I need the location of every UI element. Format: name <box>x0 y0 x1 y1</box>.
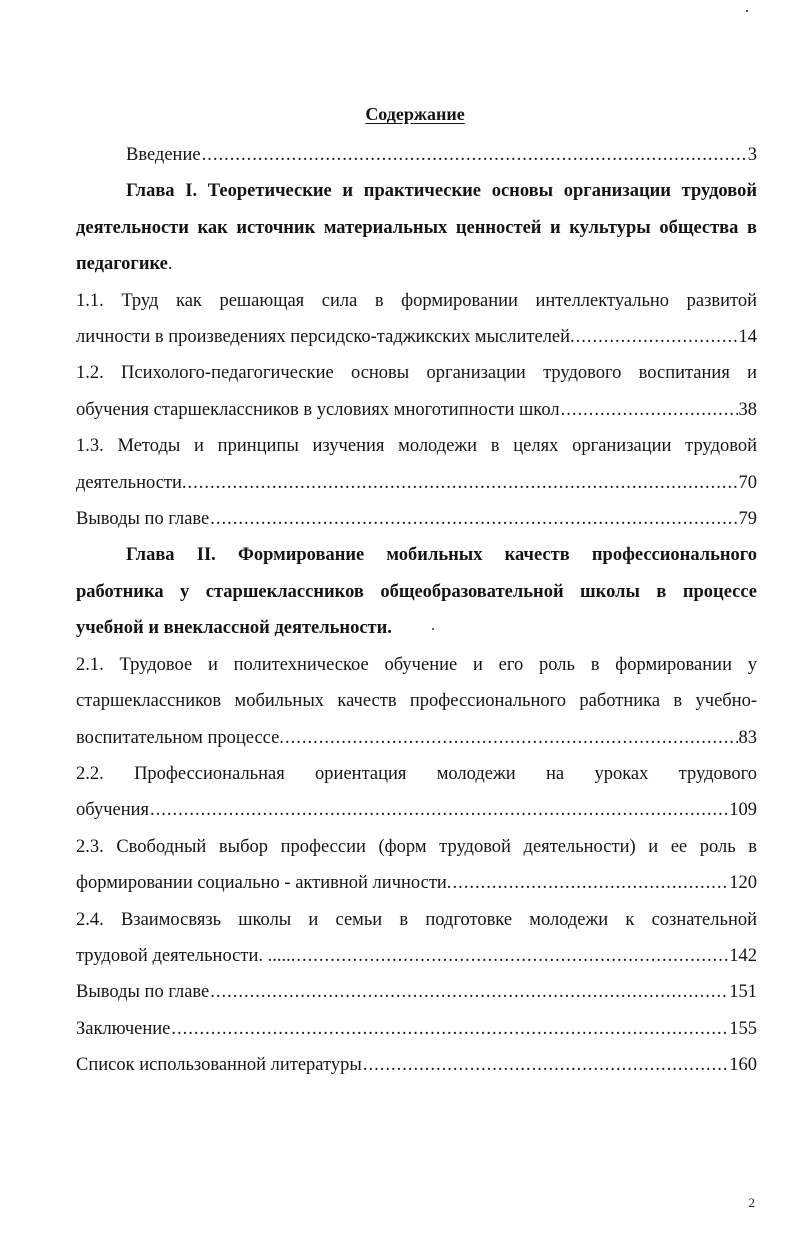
toc-entry-1-2[interactable] <box>76 355 757 428</box>
dot-leader <box>561 392 738 428</box>
dot-leader <box>150 792 728 828</box>
toc-entry-line: 2.2. Профессиональная ориентация молодежи на уроках трудового <box>76 763 757 784</box>
toc-page-number: 70 <box>738 472 757 493</box>
dot-leader <box>210 501 737 537</box>
toc-entry-intro[interactable] <box>76 137 757 173</box>
chapter-title-period: . <box>167 254 173 275</box>
dot-leader <box>202 137 747 173</box>
toc-entry-label: обучения <box>76 800 150 821</box>
toc-page-number: 3 <box>747 145 757 165</box>
toc-entry-line: 1.2. Психолого-педагогические основы организации трудового воспитания и <box>76 363 757 384</box>
toc-entry-label: Список использованной литературы <box>76 1055 362 1076</box>
toc-entry-line: старшеклассников мобильных качеств профессионального работника в учебно- <box>76 691 757 712</box>
toc-entry-line <box>76 720 757 756</box>
toc-page-number: 155 <box>729 1018 757 1039</box>
page-number: 2 <box>748 1195 755 1210</box>
toc-page-number: 83 <box>738 727 757 748</box>
toc-entry-label: Выводы по главе <box>76 509 210 530</box>
dot-leader <box>363 1047 728 1083</box>
toc-entry-references[interactable] <box>76 1047 757 1083</box>
toc-entry-line <box>76 865 757 901</box>
toc-entry-1-1[interactable] <box>76 283 757 356</box>
toc-entry-conclusions-1[interactable] <box>76 501 757 537</box>
dot-leader <box>296 938 728 974</box>
toc-page-number: 160 <box>729 1055 757 1076</box>
dot-leader <box>171 1011 728 1047</box>
scan-speck <box>432 628 434 630</box>
dot-leader <box>210 974 728 1010</box>
chapter-title-line: работника у старшеклассников общеобразовательной школы в процессе <box>76 581 757 602</box>
toc-entry-label: формировании социально - активной личности. <box>76 873 452 894</box>
toc-entry-conclusion[interactable] <box>76 1011 757 1047</box>
toc-entry-line: 2.3. Свободный выбор профессии (форм трудовой деятельности) и ее роль в <box>76 836 757 857</box>
toc-entry-2-2[interactable] <box>76 756 757 829</box>
chapter-title-text: педагогике <box>76 254 168 275</box>
toc-entry-line <box>76 465 757 501</box>
scan-mark <box>746 10 748 12</box>
chapter-title-line: Глава II. Формирование мобильных качеств профессионального <box>126 545 757 566</box>
toc-entry-line: 1.3. Методы и принципы изучения молодежи в целях организации трудовой <box>76 436 757 457</box>
chapter-title-line: деятельности как источник материальных ценностей и культуры общества в <box>76 217 757 238</box>
toc-entry-label: Введение <box>126 145 201 165</box>
toc-entry-line: 1.1. Труд как решающая сила в формировании интеллектуально развитой <box>76 290 757 311</box>
toc-chapter-1[interactable] <box>76 173 757 282</box>
toc-entry-line <box>76 319 757 355</box>
chapter-title-line: Глава I. Теоретические и практические основы организации трудовой <box>126 181 757 202</box>
toc-page-number: 38 <box>738 399 757 420</box>
toc-page-number: 120 <box>729 873 757 894</box>
toc-entry-line <box>76 392 757 428</box>
toc-page-number: 79 <box>738 509 757 530</box>
chapter-title-line <box>76 246 757 282</box>
toc-entry-label: обучения старшеклассников в условиях многотипности школ <box>76 399 560 420</box>
toc-entry-label: Выводы по главе <box>76 982 210 1003</box>
toc-entry-line: 2.1. Трудовое и политехническое обучение и его роль в формировании у <box>76 654 757 675</box>
page-title: Содержание <box>365 104 465 124</box>
dot-leader <box>452 865 728 901</box>
toc-entry-2-1[interactable] <box>76 647 757 756</box>
toc-page-number: 109 <box>729 800 757 821</box>
toc-page-number: 151 <box>729 982 757 1003</box>
toc-entry-line <box>76 938 757 974</box>
toc-entry-conclusions-2[interactable] <box>76 974 757 1010</box>
dot-leader <box>576 319 738 355</box>
toc-chapter-2[interactable] <box>76 537 757 646</box>
dot-leader <box>285 720 738 756</box>
toc-entry-label: воспитательном процессе. <box>76 727 284 748</box>
toc-entry-line: 2.4. Взаимосвязь школы и семьи в подготовке молодежи к сознательной <box>76 909 757 930</box>
toc-entry-1-3[interactable] <box>76 428 757 501</box>
toc-page-number: 14 <box>738 327 757 348</box>
chapter-title-line: учебной и внеклассной деятельности. <box>76 618 392 639</box>
toc-page-number: 142 <box>729 945 757 966</box>
dot-leader <box>188 465 738 501</box>
toc-entry-line <box>76 792 757 828</box>
toc-entry-2-4[interactable] <box>76 902 757 975</box>
toc-entry-label: Заключение <box>76 1018 171 1039</box>
toc-entry-2-3[interactable] <box>76 829 757 902</box>
toc-entry-label: деятельности. <box>76 472 187 493</box>
toc-entry-label: трудовой деятельности. ...... <box>76 945 296 966</box>
table-of-contents <box>76 137 757 1084</box>
toc-entry-label: личности в произведениях персидско-таджикских мыслителей. <box>76 327 575 348</box>
